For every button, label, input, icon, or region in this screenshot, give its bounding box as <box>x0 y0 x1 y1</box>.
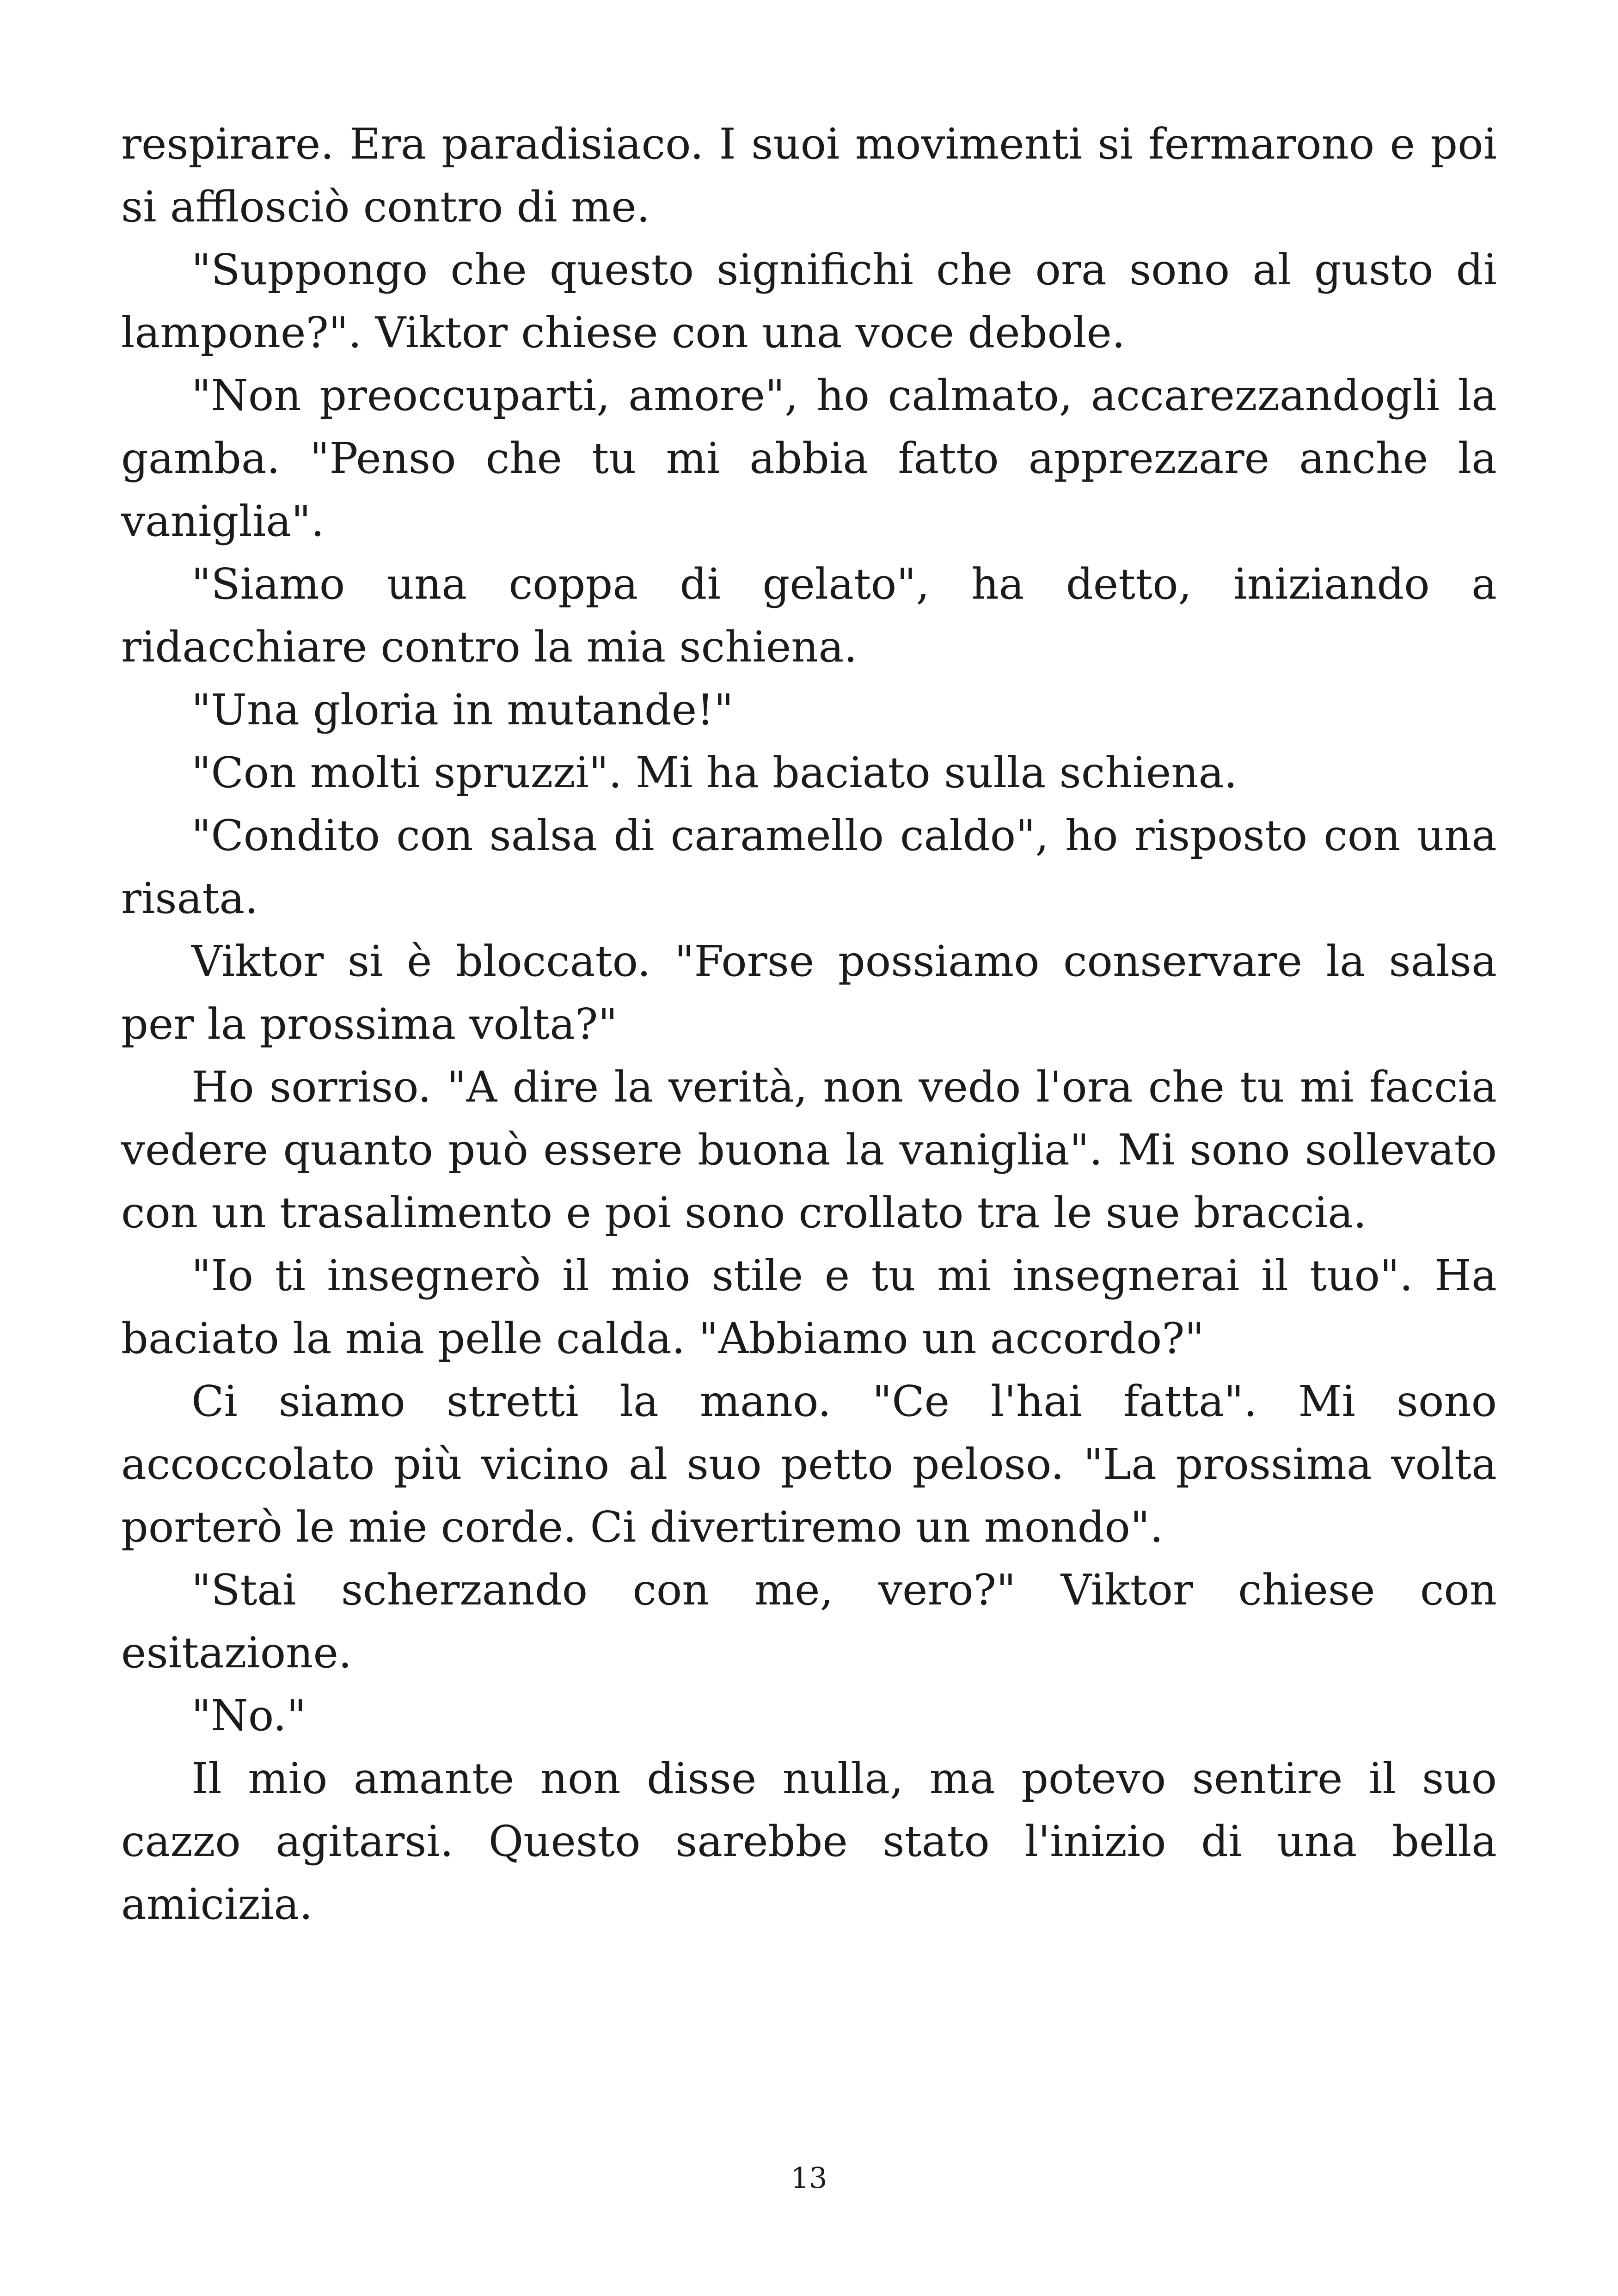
paragraph-11: Ci siamo stretti la mano. "Ce l'hai fatta". Mi sono accoccolato più vicino al suo petto peloso. "La prossima volta porterò le mie corde. Ci divertiremo un mondo". <box>121 1377 1497 1552</box>
paragraph-12: "Stai scherzando con me, vero?" Viktor chiese con esitazione. <box>121 1565 1497 1678</box>
paragraph-7: "Condito con salsa di caramello caldo", ho risposto con una risata. <box>121 811 1497 923</box>
paragraph-1: respirare. Era paradisiaco. I suoi movimenti si fermarono e poi si afflosciò contro di me. <box>121 119 1497 232</box>
page-number: 13 <box>791 2161 827 2195</box>
paragraph-8: Viktor si è bloccato. "Forse possiamo conservare la salsa per la prossima volta?" <box>121 937 1497 1049</box>
paragraph-13: "No." <box>191 1691 306 1740</box>
paragraph-6: "Con molti spruzzi". Mi ha baciato sulla schiena. <box>191 748 1238 797</box>
paragraph-5: "Una gloria in mutande!" <box>191 685 734 735</box>
paragraph-14: Il mio amante non disse nulla, ma potevo sentire il suo cazzo agitarsi. Questo sarebbe stato l'inizio di una bella amicizia. <box>121 1754 1497 1929</box>
paragraph-10: "Io ti insegnerò il mio stile e tu mi insegnerai il tuo". Ha baciato la mia pelle calda. "Abbiamo un accordo?" <box>121 1251 1497 1363</box>
paragraph-4: "Siamo una coppa di gelato", ha detto, iniziando a ridacchiare contro la mia schiena. <box>121 559 1497 672</box>
paragraph-2: "Suppongo che questo significhi che ora sono al gusto di lampone?". Viktor chiese con una voce debole. <box>121 245 1497 357</box>
paragraph-9: Ho sorriso. "A dire la verità, non vedo l'ora che tu mi faccia vedere quanto può essere buona la vaniglia". Mi sono sollevato con un trasalimento e poi sono crollato tra le sue braccia. <box>121 1062 1497 1237</box>
body-text <box>121 113 1497 1936</box>
paragraph-3: "Non preoccuparti, amore", ho calmato, accarezzandogli la gamba. "Penso che tu mi abbia fatto apprezzare anche la vaniglia". <box>121 371 1497 546</box>
